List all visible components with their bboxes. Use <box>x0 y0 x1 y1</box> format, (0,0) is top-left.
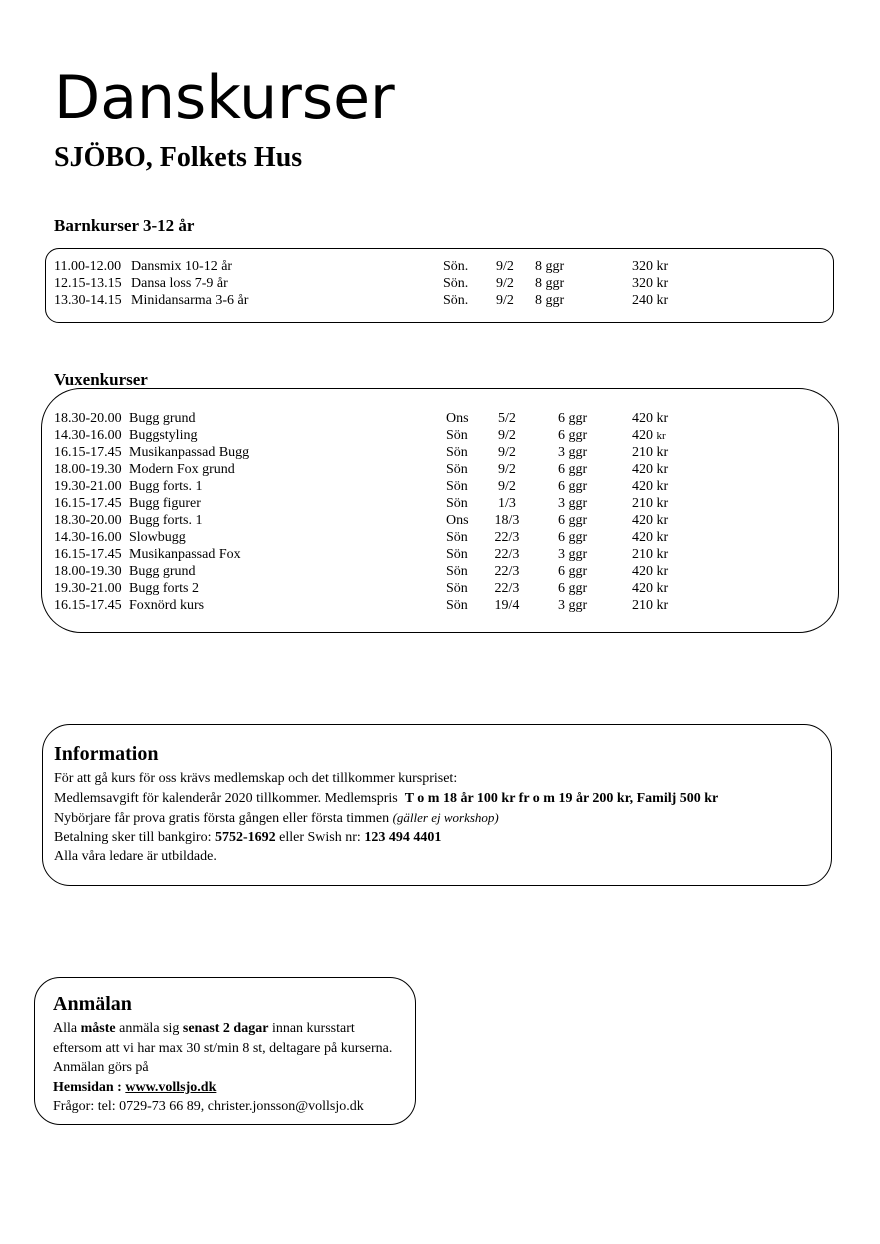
course-price-value: 210 kr <box>632 547 669 562</box>
course-name: Modern Fox grund <box>129 462 235 477</box>
course-price-value: 420 kr <box>632 513 669 528</box>
course-day: Sön <box>446 581 468 596</box>
info-line-fees <box>54 789 718 809</box>
anmalan-line-contact: Frågor: tel: 0729-73 66 89, christer.jonsson@vollsjo.dk <box>53 1099 364 1114</box>
course-price-value: 320 kr <box>632 259 669 274</box>
course-price <box>632 529 668 546</box>
course-start-date: 22/3 <box>494 564 520 579</box>
anmalan-text-maste: måste <box>80 1021 116 1036</box>
course-price <box>632 410 668 427</box>
course-price <box>632 597 668 614</box>
course-day: Sön <box>446 547 468 562</box>
course-price <box>632 495 668 512</box>
info-line-beginners <box>54 808 499 829</box>
info-payment-swish: eller Swish nr: <box>279 829 361 845</box>
course-day: Sön. <box>443 276 469 291</box>
course-time: 19.30-21.00 <box>54 581 122 596</box>
course-row <box>54 563 694 580</box>
course-start-date: 19/4 <box>494 598 520 613</box>
course-price-value: 420 kr <box>632 530 669 545</box>
course-name: Minidansarma 3-6 år <box>131 293 249 308</box>
course-time: 16.15-17.45 <box>54 496 122 511</box>
course-time: 18.30-20.00 <box>54 411 122 426</box>
course-day: Sön <box>446 428 468 443</box>
course-row <box>54 444 694 461</box>
course-start-date: 9/2 <box>496 259 514 274</box>
course-start-date: 22/3 <box>494 530 520 545</box>
course-time: 18.00-19.30 <box>54 462 122 477</box>
anmalan-title: Anmälan <box>53 993 132 1015</box>
information-box <box>42 724 832 886</box>
vuxenkurser-heading: Vuxenkurser <box>54 370 148 389</box>
course-sessions: 8 ggr <box>535 259 565 274</box>
course-start-date: 18/3 <box>494 513 520 528</box>
course-sessions: 3 ggr <box>558 547 588 562</box>
course-start-date: 1/3 <box>498 496 516 511</box>
course-price <box>632 478 668 495</box>
course-sessions: 6 ggr <box>558 513 588 528</box>
course-price-value: 210 kr <box>632 598 669 613</box>
info-fees-text: Medlemsavgift för kalenderår 2020 tillkommer. Medlemspris <box>54 790 398 806</box>
course-price <box>632 292 668 309</box>
course-row <box>54 597 694 614</box>
course-start-date: 22/3 <box>494 581 520 596</box>
course-sessions: 6 ggr <box>558 564 588 579</box>
anmalan-line-capacity: eftersom att vi har max 30 st/min 8 st, deltagare på kurserna. <box>53 1040 393 1056</box>
course-name: Slowbugg <box>129 530 186 545</box>
course-time: 12.15-13.15 <box>54 276 122 291</box>
course-row <box>54 427 694 444</box>
course-name: Bugg forts. 1 <box>129 513 203 528</box>
website-label: Hemsidan : <box>53 1079 122 1095</box>
course-time: 18.30-20.00 <box>54 513 122 528</box>
course-row <box>54 478 694 495</box>
course-name: Dansmix 10-12 år <box>131 259 233 274</box>
course-price-value: 210 kr <box>632 496 669 511</box>
course-row <box>54 275 694 292</box>
course-sessions: 6 ggr <box>558 428 588 443</box>
course-row <box>54 292 694 309</box>
page-subtitle: SJÖBO, Folkets Hus <box>54 142 303 173</box>
barnkurser-heading: Barnkurser 3-12 år <box>54 216 195 235</box>
course-price <box>632 444 668 461</box>
website-link[interactable]: www.vollsjo.dk <box>125 1079 217 1095</box>
course-row <box>54 410 694 427</box>
anmalan-line-website <box>53 1078 216 1098</box>
course-time: 11.00-12.00 <box>54 259 122 274</box>
course-sessions: 6 ggr <box>558 530 588 545</box>
course-sessions: 3 ggr <box>558 496 588 511</box>
anmalan-text-anmala: anmäla sig <box>119 1021 180 1036</box>
course-time: 13.30-14.15 <box>54 293 122 308</box>
course-start-date: 9/2 <box>498 462 516 477</box>
course-day: Ons <box>446 411 469 426</box>
course-row <box>54 495 694 512</box>
course-name: Bugg forts 2 <box>129 581 199 596</box>
course-price <box>632 275 668 292</box>
info-fees-prices: T o m 18 år 100 kr fr o m 19 år 200 kr, Familj 500 kr <box>404 790 719 806</box>
course-time: 19.30-21.00 <box>54 479 122 494</box>
course-start-date: 5/2 <box>498 411 516 426</box>
course-price <box>632 580 668 597</box>
course-name: Musikanpassad Fox <box>129 547 241 562</box>
page-title: Danskurser <box>54 63 395 133</box>
info-line-payment <box>54 828 441 848</box>
course-sessions: 6 ggr <box>558 411 588 426</box>
course-day: Sön <box>446 564 468 579</box>
course-day: Sön. <box>443 293 469 308</box>
course-price-value: 420 kr <box>632 581 669 596</box>
course-sessions: 3 ggr <box>558 445 588 460</box>
course-time: 16.15-17.45 <box>54 445 122 460</box>
course-price <box>632 546 668 563</box>
course-row <box>54 461 694 478</box>
course-time: 14.30-16.00 <box>54 530 122 545</box>
course-time: 14.30-16.00 <box>54 428 122 443</box>
course-day: Ons <box>446 513 469 528</box>
course-time: 16.15-17.45 <box>54 547 122 562</box>
course-price-value: 320 kr <box>632 276 669 291</box>
course-day: Sön <box>446 598 468 613</box>
course-name: Dansa loss 7-9 år <box>131 276 228 291</box>
course-name: Bugg forts. 1 <box>129 479 203 494</box>
info-swish-number: 123 494 4401 <box>364 829 442 845</box>
course-row <box>54 512 694 529</box>
info-bankgiro-number: 5752-1692 <box>214 829 276 845</box>
course-price <box>632 427 666 445</box>
info-line-membership: För att gå kurs för oss krävs medlemskap och det tillkommer kurspriset: <box>54 771 458 786</box>
course-price <box>632 258 668 275</box>
course-time: 18.00-19.30 <box>54 564 122 579</box>
course-price-value: 420 kr <box>632 462 669 477</box>
course-start-date: 9/2 <box>498 428 516 443</box>
course-sessions: 8 ggr <box>535 276 565 291</box>
info-line-leaders: Alla våra ledare är utbildade. <box>54 849 217 864</box>
course-price-unit: kr <box>656 430 666 442</box>
course-price <box>632 512 668 529</box>
course-row <box>54 546 694 563</box>
course-price-value: 420 kr <box>632 411 669 426</box>
course-name: Musikanpassad Bugg <box>129 445 250 460</box>
course-price-value: 420 kr <box>632 479 669 494</box>
course-name: Buggstyling <box>129 428 198 443</box>
anmalan-line-where: Anmälan görs på <box>53 1060 149 1075</box>
course-day: Sön <box>446 530 468 545</box>
course-day: Sön <box>446 496 468 511</box>
anmalan-box <box>34 977 416 1125</box>
course-price-value: 420 <box>632 428 653 443</box>
info-beginners-note: (gäller ej workshop) <box>392 810 499 825</box>
course-price <box>632 563 668 580</box>
course-start-date: 9/2 <box>498 479 516 494</box>
course-start-date: 9/2 <box>498 445 516 460</box>
course-sessions: 3 ggr <box>558 598 588 613</box>
course-price-value: 420 kr <box>632 564 669 579</box>
info-beginners-text: Nybörjare får prova gratis första gången eller första timmen <box>54 811 390 826</box>
course-row <box>54 580 694 597</box>
course-day: Sön <box>446 462 468 477</box>
course-time: 16.15-17.45 <box>54 598 122 613</box>
course-start-date: 9/2 <box>496 276 514 291</box>
anmalan-text-alla: Alla <box>53 1021 78 1036</box>
anmalan-line-deadline <box>53 1019 355 1039</box>
course-sessions: 8 ggr <box>535 293 565 308</box>
course-name: Bugg grund <box>129 564 196 579</box>
course-day: Sön. <box>443 259 469 274</box>
course-price-value: 240 kr <box>632 293 669 308</box>
course-name: Bugg figurer <box>129 496 201 511</box>
course-start-date: 22/3 <box>494 547 520 562</box>
course-day: Sön <box>446 445 468 460</box>
course-price <box>632 461 668 478</box>
info-payment-text: Betalning sker till bankgiro: <box>54 829 212 845</box>
course-row <box>54 529 694 546</box>
course-start-date: 9/2 <box>496 293 514 308</box>
course-row <box>54 258 694 275</box>
course-sessions: 6 ggr <box>558 581 588 596</box>
anmalan-text-kursstart: innan kursstart <box>271 1021 355 1036</box>
information-title: Information <box>54 743 159 765</box>
course-name: Foxnörd kurs <box>129 598 205 613</box>
anmalan-text-deadline: senast 2 dagar <box>182 1021 269 1036</box>
course-name: Bugg grund <box>129 411 196 426</box>
course-price-value: 210 kr <box>632 445 669 460</box>
course-sessions: 6 ggr <box>558 479 588 494</box>
course-sessions: 6 ggr <box>558 462 588 477</box>
course-day: Sön <box>446 479 468 494</box>
